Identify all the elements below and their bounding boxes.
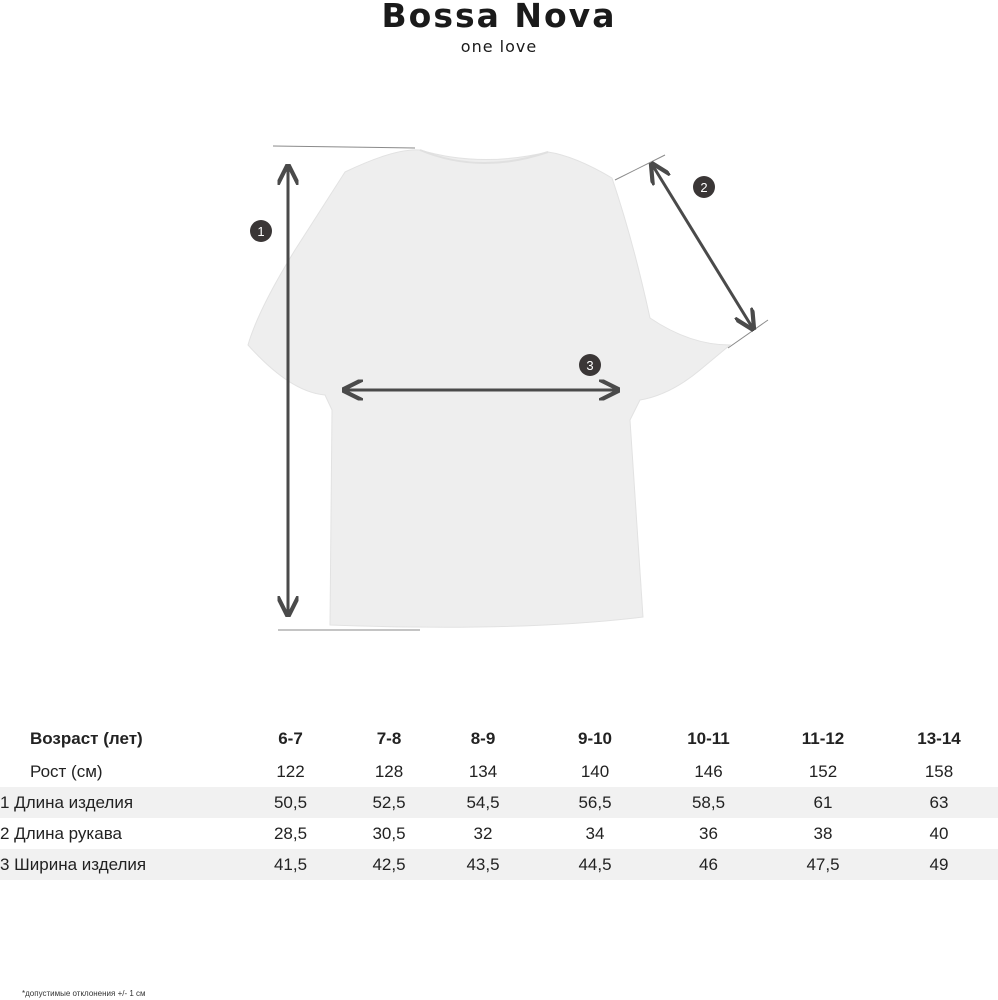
marker-3-badge	[579, 354, 601, 376]
table-cell: 46	[699, 854, 718, 874]
marker-1-badge	[250, 220, 272, 242]
table-cell: 42,5	[372, 854, 406, 874]
table-cell: 28,5	[273, 823, 308, 843]
size-column-header: 11-12	[801, 729, 845, 748]
table-row	[0, 756, 998, 787]
table-cell: 50,5	[273, 792, 308, 812]
sleeve-guide-bottom	[728, 320, 768, 348]
brand-logo: Bossa Nova	[381, 0, 617, 35]
table-cell: 54,5	[466, 792, 500, 812]
table-cell: 146	[694, 761, 723, 781]
table-cell: 122	[276, 761, 305, 781]
table-cell: 52,5	[372, 792, 406, 812]
table-cell: 36	[699, 823, 718, 843]
svg-text:1: 1	[257, 224, 265, 239]
table-cell: 32	[473, 823, 493, 843]
age-header: Возраст (лет)	[30, 729, 143, 748]
table-cell: 58,5	[691, 792, 726, 812]
table-cell: 30,5	[372, 823, 406, 843]
marker-2-badge	[693, 176, 715, 198]
table-row	[0, 849, 998, 880]
size-column-header: 13-14	[917, 729, 961, 748]
svg-text:3: 3	[586, 358, 594, 373]
row-label: 1 Длина изделия	[0, 792, 134, 812]
table-cell: 47,5	[806, 854, 840, 874]
size-column-header: 10-11	[687, 729, 730, 748]
table-cell: 43,5	[466, 854, 500, 874]
table-cell: 56,5	[578, 792, 612, 812]
sleeve-guide-top	[615, 155, 665, 180]
table-cell: 128	[374, 761, 404, 781]
row-label: 3 Ширина изделия	[0, 854, 147, 874]
size-table	[0, 722, 998, 880]
table-cell: 158	[924, 761, 954, 781]
svg-text:2: 2	[700, 180, 708, 195]
size-column-header: 8-9	[470, 729, 496, 748]
table-cell: 34	[585, 823, 605, 843]
table-cell: 40	[929, 823, 949, 843]
table-cell: 44,5	[578, 854, 612, 874]
table-cell: 49	[929, 854, 949, 874]
table-cell: 61	[813, 792, 833, 812]
size-column-header: 6-7	[278, 729, 303, 748]
size-column-header: 9-10	[577, 729, 613, 748]
length-guide-top	[273, 146, 415, 148]
table-cell: 63	[929, 792, 949, 812]
row-label: 2 Длина рукава	[0, 823, 122, 843]
table-header-row	[0, 722, 998, 756]
table-cell: 140	[580, 761, 610, 781]
brand-tagline: one love	[460, 37, 538, 56]
table-row	[0, 787, 998, 818]
table-cell: 41,5	[273, 854, 308, 874]
table-cell: 134	[468, 761, 498, 781]
tolerance-footnote: *допустимые отклонения +/- 1 см	[22, 989, 146, 998]
size-column-header: 7-8	[376, 729, 402, 748]
table-cell: 152	[808, 761, 838, 781]
table-cell: 38	[813, 823, 833, 843]
table-row	[0, 818, 998, 849]
row-label: Рост (см)	[30, 761, 103, 781]
